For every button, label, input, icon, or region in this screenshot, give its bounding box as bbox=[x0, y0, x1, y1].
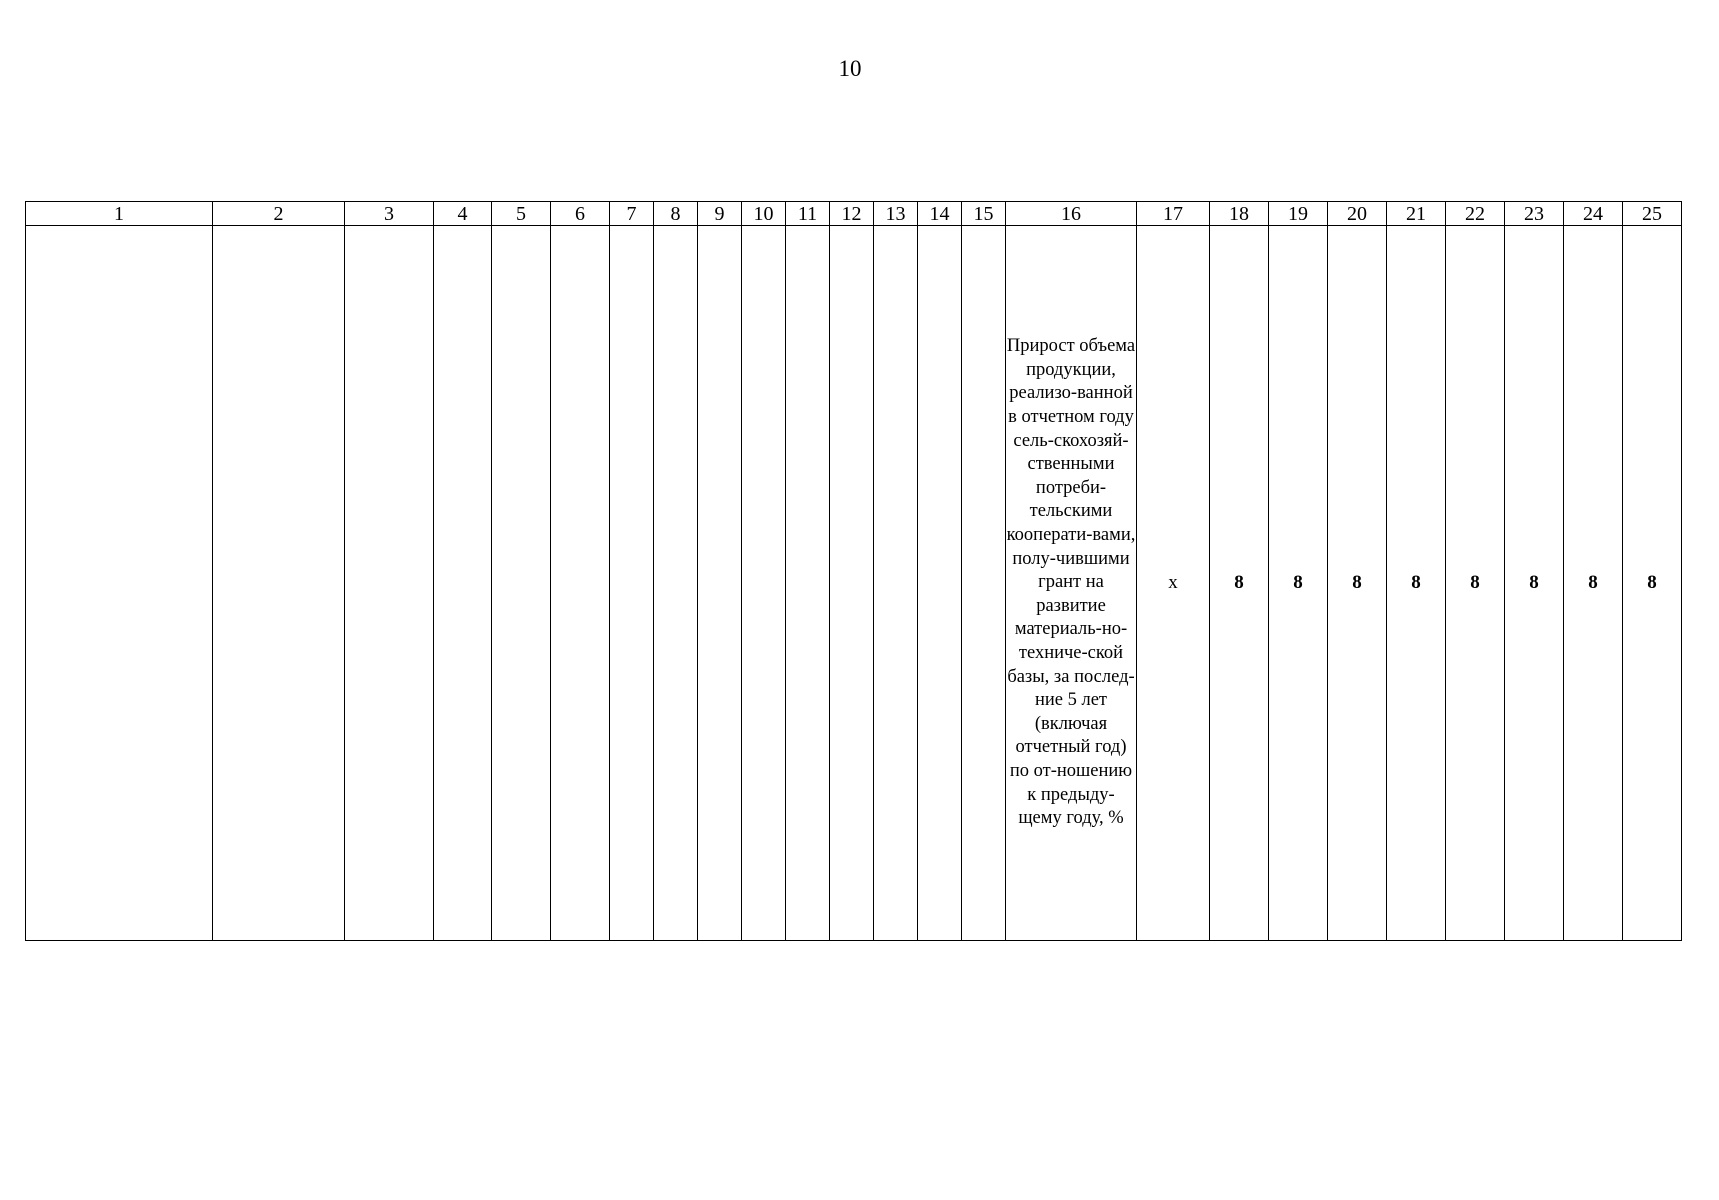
cell-c1 bbox=[26, 226, 213, 941]
column-header: 12 bbox=[830, 202, 874, 226]
cell-c3 bbox=[345, 226, 434, 941]
column-header: 8 bbox=[654, 202, 698, 226]
cell-c6 bbox=[551, 226, 610, 941]
column-header: 14 bbox=[918, 202, 962, 226]
cell-c23: 8 bbox=[1505, 226, 1564, 941]
data-table bbox=[25, 201, 1682, 941]
cell-c9 bbox=[698, 226, 742, 941]
cell-c24: 8 bbox=[1564, 226, 1623, 941]
column-header: 4 bbox=[434, 202, 492, 226]
column-header: 13 bbox=[874, 202, 918, 226]
cell-c5 bbox=[492, 226, 551, 941]
cell-c22: 8 bbox=[1446, 226, 1505, 941]
column-header: 9 bbox=[698, 202, 742, 226]
cell-c18: 8 bbox=[1210, 226, 1269, 941]
column-header: 7 bbox=[610, 202, 654, 226]
cell-c2 bbox=[213, 226, 345, 941]
column-header: 24 bbox=[1564, 202, 1623, 226]
cell-c25: 8 bbox=[1623, 226, 1682, 941]
cell-c8 bbox=[654, 226, 698, 941]
cell-c21: 8 bbox=[1387, 226, 1446, 941]
column-header: 2 bbox=[213, 202, 345, 226]
column-header: 23 bbox=[1505, 202, 1564, 226]
column-number-row bbox=[26, 202, 1682, 226]
column-header: 3 bbox=[345, 202, 434, 226]
table-row bbox=[26, 226, 1682, 941]
cell-c15 bbox=[962, 226, 1006, 941]
indicator-description: Прирост объема продукции, реализо-ванной в отчетном году сель-скохозяй-ственными потреби-тельскими кооперати-вами, полу-чившими грант на развитие материаль-но-техниче-ской базы, за послед-ние 5 лет (включая отчетный год) по от-ношению к предыду-щему году, % bbox=[1006, 226, 1137, 941]
column-header: 1 bbox=[26, 202, 213, 226]
cell-c20: 8 bbox=[1328, 226, 1387, 941]
column-header: 10 bbox=[742, 202, 786, 226]
column-header: 22 bbox=[1446, 202, 1505, 226]
cell-c19: 8 bbox=[1269, 226, 1328, 941]
cell-c12 bbox=[830, 226, 874, 941]
cell-c10 bbox=[742, 226, 786, 941]
column-header: 6 bbox=[551, 202, 610, 226]
cell-c11 bbox=[786, 226, 830, 941]
column-header: 15 bbox=[962, 202, 1006, 226]
column-header: 20 bbox=[1328, 202, 1387, 226]
column-header: 17 bbox=[1137, 202, 1210, 226]
cell-c13 bbox=[874, 226, 918, 941]
column-header: 25 bbox=[1623, 202, 1682, 226]
column-header: 5 bbox=[492, 202, 551, 226]
page-number: 10 bbox=[838, 56, 862, 81]
column-header: 19 bbox=[1269, 202, 1328, 226]
cell-c7 bbox=[610, 226, 654, 941]
column-header: 21 bbox=[1387, 202, 1446, 226]
column-header: 16 bbox=[1006, 202, 1137, 226]
cell-c17: x bbox=[1137, 226, 1210, 941]
column-header: 18 bbox=[1210, 202, 1269, 226]
cell-c14 bbox=[918, 226, 962, 941]
cell-c4 bbox=[434, 226, 492, 941]
column-header: 11 bbox=[786, 202, 830, 226]
